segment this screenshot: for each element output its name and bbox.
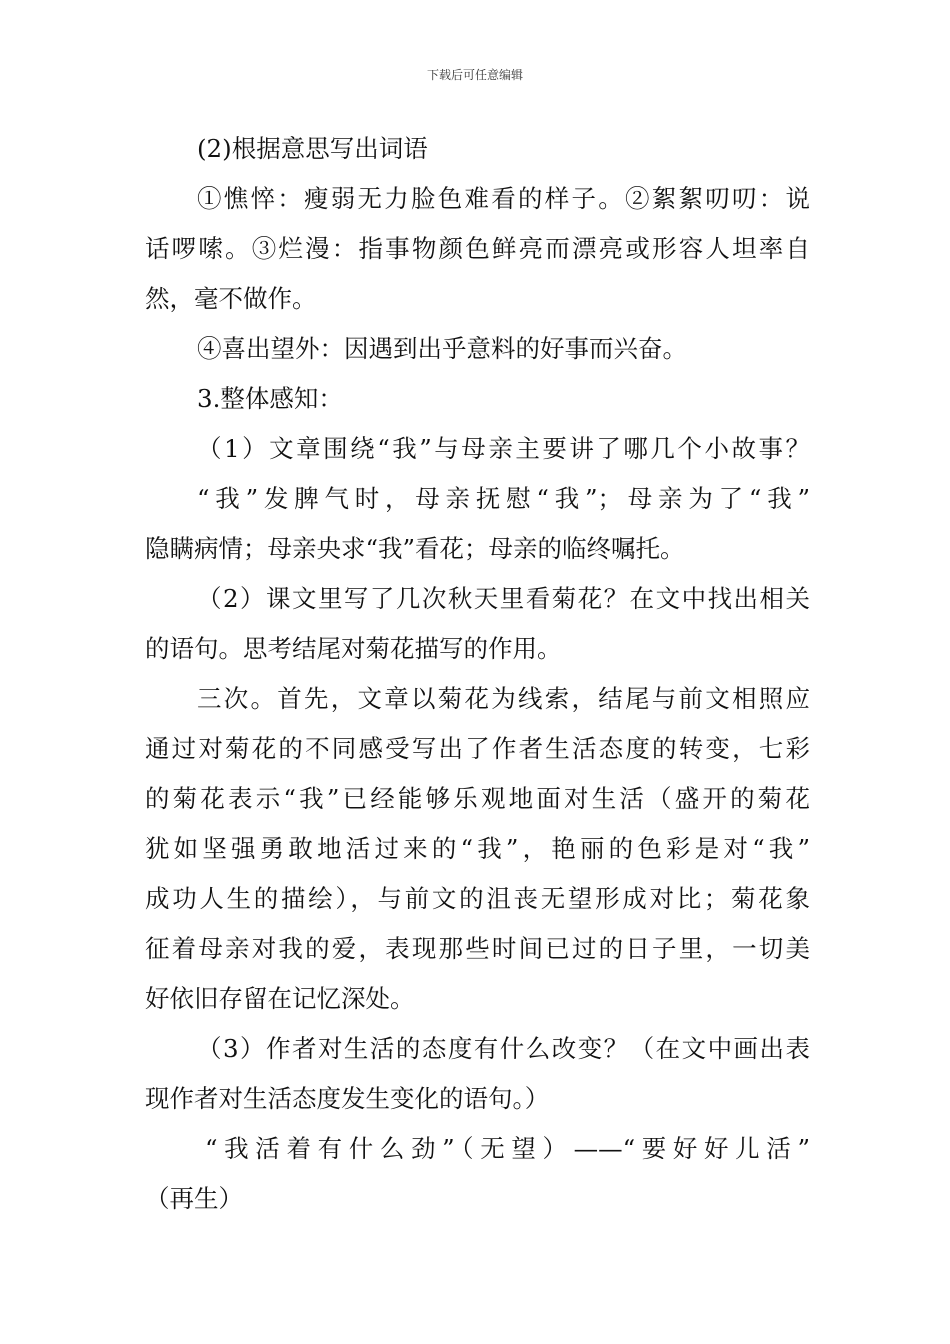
text-line: 3.整体感知： (197, 384, 343, 413)
text-line: “我活着有什么劲”（无望）——“要好好儿活” (205, 1134, 810, 1163)
text-line: 隐瞒病情；母亲央求“我”看花；母亲的临终嘱托。 (145, 534, 685, 563)
text-line: （2）课文里写了几次秋天里看菊花？在文中找出相关 (197, 584, 810, 613)
text-line: 成功人生的描绘），与前文的沮丧无望形成对比；菊花象 (145, 884, 810, 913)
text-line: （再生） (145, 1184, 243, 1213)
text-line: 犹如坚强勇敢地活过来的“我”，艳丽的色彩是对“我” (145, 834, 810, 863)
text-line: ①憔悴：瘦弱无力脸色难看的样子。②絮絮叨叨：说 (197, 184, 810, 213)
text-line: （1）文章围绕“我”与母亲主要讲了哪几个小故事？ (197, 434, 810, 463)
text-line: ④喜出望外：因遇到出乎意料的好事而兴奋。 (197, 334, 687, 363)
text-line: （3）作者对生活的态度有什么改变？（在文中画出表 (197, 1034, 810, 1063)
text-line: 三次。首先，文章以菊花为线索，结尾与前文相照应 (197, 684, 810, 713)
text-line: 现作者对生活态度发生变化的语句。） (145, 1084, 550, 1113)
text-line: (2)根据意思写出词语 (197, 134, 428, 163)
text-line: 好依旧存留在记忆深处。 (145, 984, 415, 1013)
text-line: 话啰嗦。③烂漫：指事物颜色鲜亮而漂亮或形容人坦率自 (145, 234, 810, 263)
text-line: “我”发脾气时，母亲抚慰“我”；母亲为了“我” (197, 484, 810, 513)
text-line: 征着母亲对我的爱，表现那些时间已过的日子里，一切美 (145, 934, 810, 963)
text-line: 然，毫不做作。 (145, 284, 317, 313)
text-line: 通过对菊花的不同感受写出了作者生活态度的转变，七彩 (145, 734, 810, 763)
text-line: 的菊花表示“我”已经能够乐观地面对生活（盛开的菊花 (145, 784, 810, 813)
text-line: 的语句。思考结尾对菊花描写的作用。 (145, 634, 562, 663)
page-header: 下载后可任意编辑 (426, 68, 523, 82)
